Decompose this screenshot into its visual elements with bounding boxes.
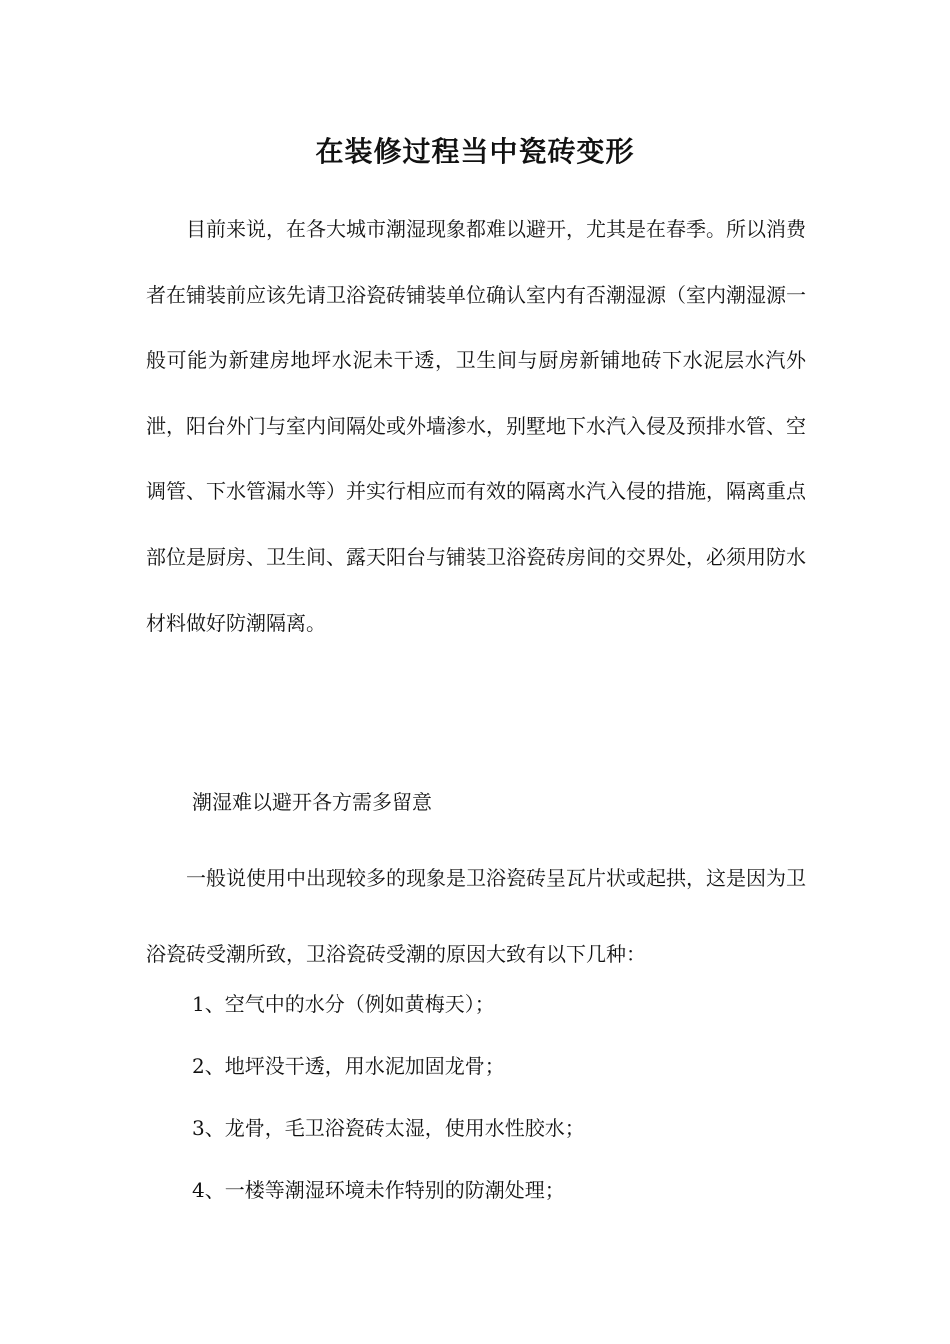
section-subheading: 潮湿难以避开各方需多留意 <box>192 790 432 814</box>
cause-item-1: 1、空气中的水分（例如黄梅天）； <box>192 992 495 1016</box>
body-paragraph-2: 一般说使用中出现较多的现象是卫浴瓷砖呈瓦片状或起拱，这是因为卫浴瓷砖受潮所致，卫浴瓷砖受潮的原因大致有以下几种： <box>146 866 806 966</box>
document-title: 在装修过程当中瓷砖变形 <box>315 135 635 168</box>
body-paragraph-1: 目前来说，在各大城市潮湿现象都难以避开，尤其是在春季。所以消费者在铺装前应该先请卫浴瓷砖铺装单位确认室内有否潮湿源（室内潮湿源一般可能为新建房地坪水泥未干透，卫生间与厨房新铺地砖下水泥层水汽外泄，阳台外门与室内间隔处或外墙渗水，别墅地下水汽入侵及预排水管、空调管、下水管漏水等）并实行相应而有效的隔离水汽入侵的措施，隔离重点部位是厨房、卫生间、露天阳台与铺装卫浴瓷砖房间的交界处，必须用防水材料做好防潮隔离。 <box>146 217 806 635</box>
cause-item-3: 3、龙骨，毛卫浴瓷砖太湿，使用水性胶水； <box>192 1116 585 1140</box>
cause-item-2: 2、地坪没干透，用水泥加固龙骨； <box>192 1054 505 1078</box>
cause-item-4: 4、一楼等潮湿环境未作特别的防潮处理； <box>192 1178 565 1202</box>
